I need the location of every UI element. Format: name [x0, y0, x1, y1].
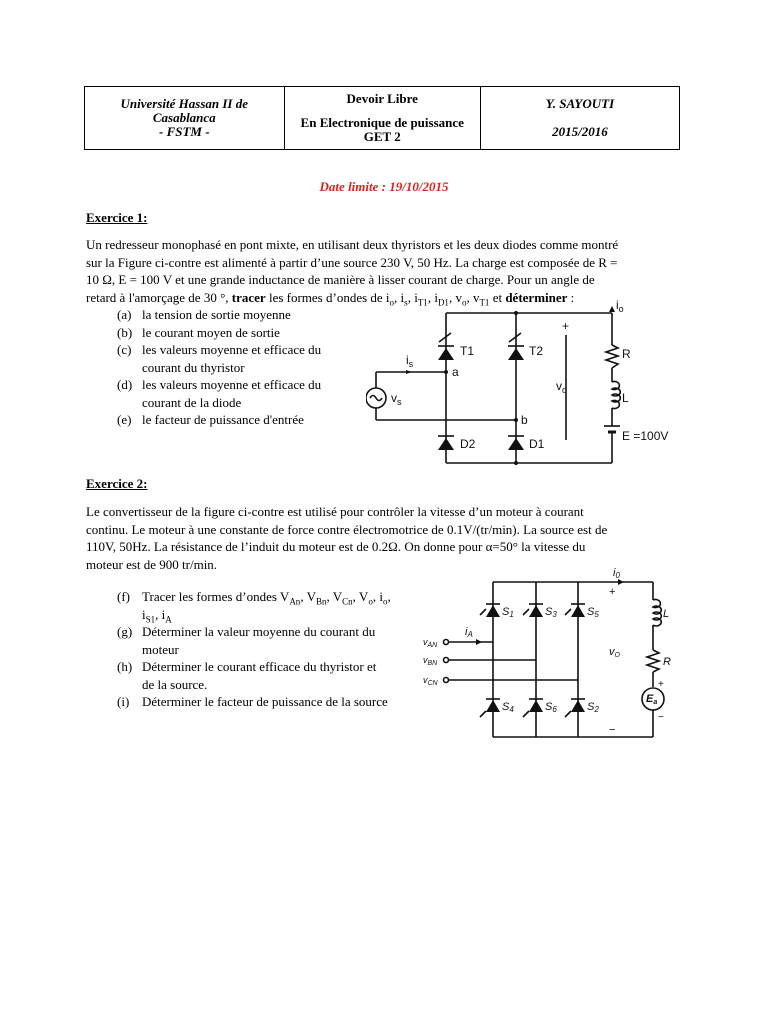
- fig2-label-ia: iA: [465, 626, 473, 639]
- fig2-label-l: L: [663, 608, 670, 620]
- question-i: (i) Déterminer le facteur de puissance de la source: [117, 694, 388, 709]
- thyristor-s3-symbol: [529, 605, 543, 617]
- fig2-label-ea: Ea: [646, 693, 658, 706]
- fig2-label-vbn: $v_{BN}$: [423, 655, 438, 667]
- fig2-label-plus: +: [609, 586, 616, 598]
- exercise-2-statement: Le convertisseur de la figure ci-contre est utilisé pour contrôler la vitesse d’un moteur à courant continu. Le moteur à une constante de force contre électromotrice de 0.1V/(tr/min). La source est de 110V, 50Hz. La résistance de l’induit du moteur est de 0.2Ω. On donne pour α=50° la vitesse du moteur est de 900 tr/min.: [86, 504, 608, 572]
- fig1-label-d1: D1: [529, 437, 545, 451]
- question-g: (g) Déterminer la valeur moyenne du courant du moteur: [117, 624, 376, 657]
- fig2-label-s3: S3: [545, 606, 557, 619]
- fig2-label-r: R: [663, 656, 671, 668]
- diode-d1-symbol: [508, 438, 524, 450]
- university-cell: Université Hassan II de Casablanca - FSTM -: [85, 87, 285, 150]
- fig1-label-io: $i_o$: [616, 300, 624, 314]
- thyristor-s2-symbol: [571, 700, 585, 712]
- question-b: (b) le courant moyen de sortie: [117, 324, 280, 340]
- fig2-label-s6: S6: [545, 701, 557, 714]
- question-f: (f) Tracer les formes d’ondes $V_{An}$, $V_{Bn}$, $V_{Cn}$, $V_o$, $i_o$, $i_{S1}$, $i_A$: [117, 589, 391, 625]
- question-c: (c) les valeurs moyenne et efficace du courant du thyristor: [117, 342, 322, 375]
- fig1-label-node-a: a: [452, 365, 459, 379]
- fig1-label-node-b: b: [521, 413, 528, 427]
- fig1-label-vo: $v_o$: [556, 379, 568, 395]
- thyristor-s5-symbol: [571, 605, 585, 617]
- fig1-label-t1: T1: [460, 344, 475, 358]
- fig2-label-vo: vO: [609, 646, 620, 659]
- fig1-label-t2: T2: [529, 344, 544, 358]
- fig1-label-vs: $v_s$: [391, 391, 402, 407]
- fig1-label-plus: +: [562, 319, 570, 333]
- fig2-label-s2: S2: [587, 701, 599, 714]
- thyristor-s6-symbol: [529, 700, 543, 712]
- exercise-2-questions: [117, 588, 417, 711]
- deadline: Date limite : 19/10/2015: [319, 179, 449, 194]
- question-e: (e) le facteur de puissance d'entrée: [117, 412, 304, 427]
- fig1-label-r: R: [622, 347, 631, 361]
- header-table: [84, 86, 680, 150]
- fig1-label-is: $i_s$: [406, 353, 414, 369]
- fig1-label-l: L: [622, 391, 629, 405]
- fig1-label-e: E =100V: [622, 429, 669, 443]
- thyristor-s4-symbol: [486, 700, 500, 712]
- fig2-label-s4: S4: [502, 701, 514, 714]
- question-d: (d) les valeurs moyenne et efficace du courant de la diode: [117, 377, 322, 410]
- thyristor-t1-symbol: [438, 348, 454, 360]
- exercise-1-title: Exercice 1:: [86, 210, 148, 225]
- figure-1-bridge-rectifier: [366, 300, 686, 475]
- course-cell: Devoir Libre En Electronique de puissance GET 2: [284, 87, 480, 150]
- question-a: (a) la tension de sortie moyenne: [117, 307, 291, 322]
- fig2-label-s1: S1: [502, 606, 514, 619]
- fig2-label-motor-plus: +: [658, 679, 664, 690]
- question-h: (h) Déterminer le courant efficace du thyristor et de la source.: [117, 659, 377, 692]
- fig2-label-s5: S5: [587, 606, 599, 619]
- exercise-1-questions: [117, 306, 357, 429]
- fig1-label-d2: D2: [460, 437, 476, 451]
- author-cell: Y. SAYOUTI 2015/2016: [480, 87, 679, 150]
- fig2-label-minus: −: [609, 724, 616, 736]
- fig2-label-io: i0: [613, 567, 620, 580]
- figure-2-three-phase-converter: [418, 565, 688, 745]
- exercise-2-title: Exercice 2:: [86, 476, 148, 491]
- diode-d2-symbol: [438, 438, 454, 450]
- thyristor-t2-symbol: [508, 348, 524, 360]
- exercise-1-statement: Un redresseur monophasé en pont mixte, en utilisant deux thyristors et les deux diodes comme montré sur la Figure ci-contre est alimenté à partir d’une source 230 V, 50 Hz. La charge est composée de R = 10 Ω, E = 100 V et une grande inductance de manière à lisser courant de charge. Pour un angle de retard à l'amorçage de 30 °, tracer les formes d’ondes de $i_o$, $i_s$, $i_{T1}$, $i_{D1}$, $v_o$, $v_{T1}$ et déterminer :: [86, 237, 619, 308]
- fig2-label-motor-minus: −: [658, 712, 664, 723]
- fig2-label-vcn: $v_{CN}$: [423, 675, 438, 687]
- fig2-label-van: $v_{AN}$: [423, 637, 438, 649]
- thyristor-s1-symbol: [486, 605, 500, 617]
